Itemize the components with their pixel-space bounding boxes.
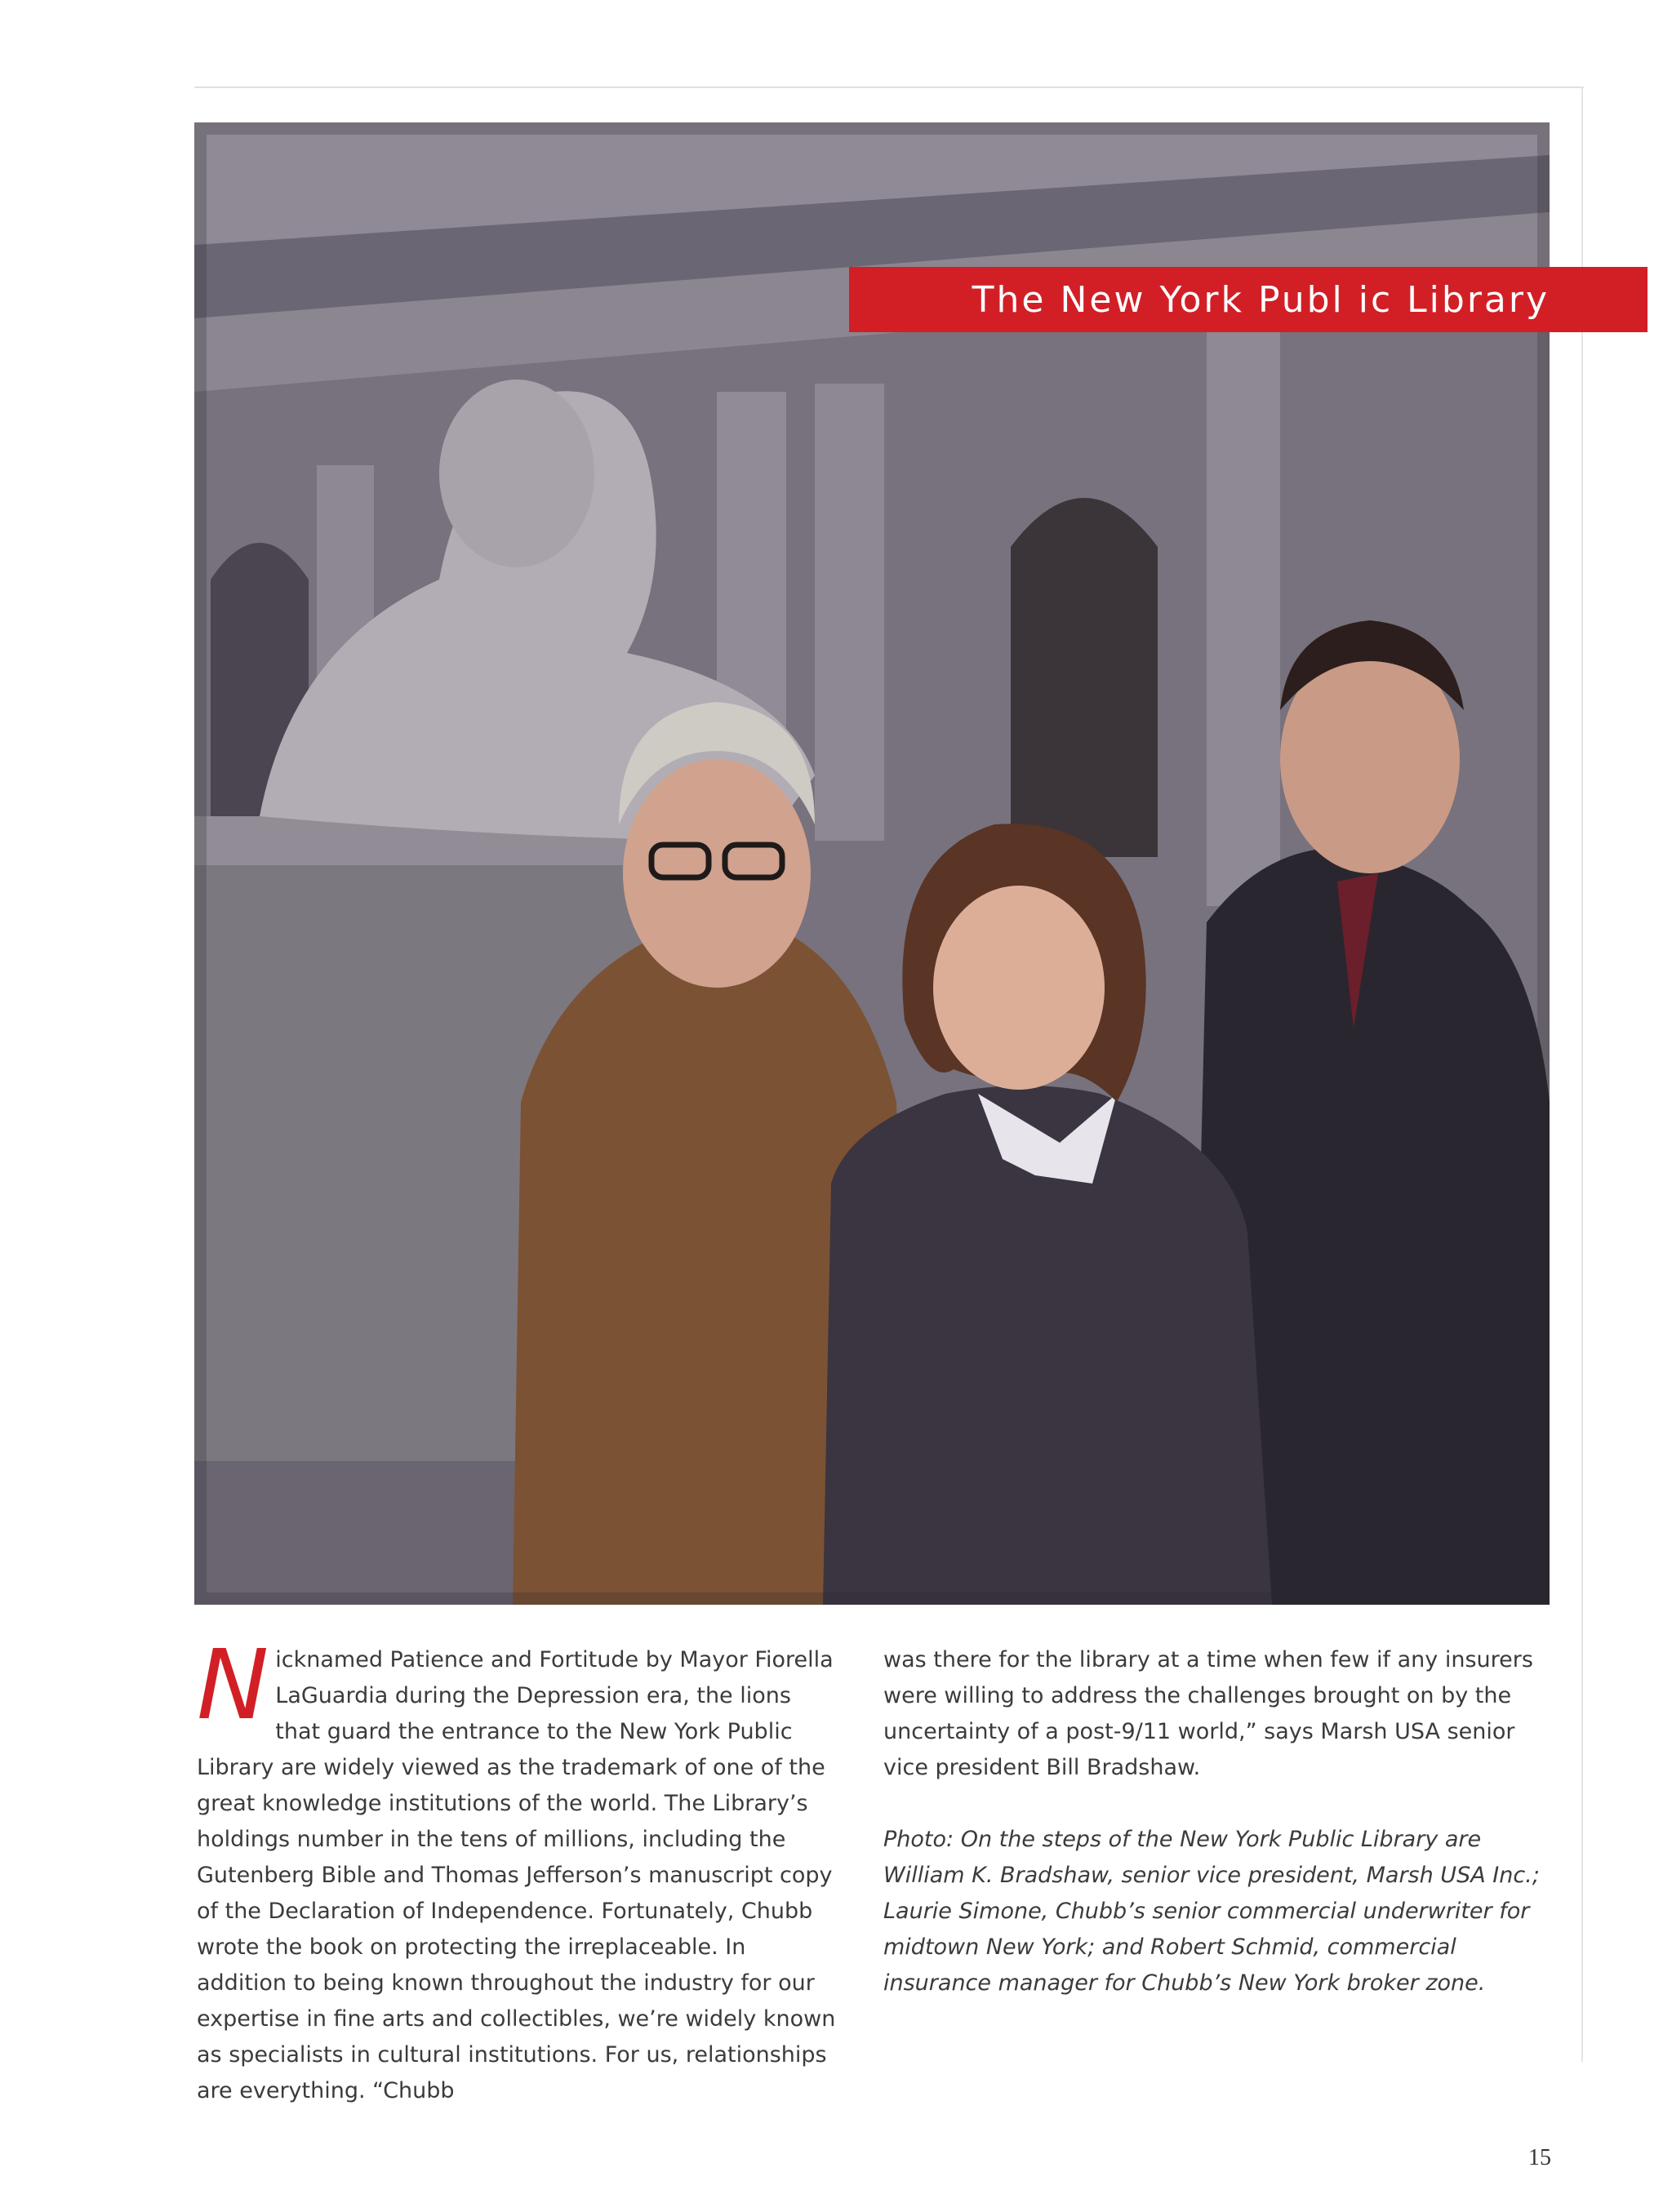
banner-title: The New York Publ ic Library bbox=[972, 278, 1550, 321]
article-body-left: icknamed Patience and Fortitude by Mayor Fiorella LaGuardia during the Depression era, the lions that guard the entrance to the New York Public Library are widely viewed as the trademark of one of the great knowledge institutions of the world. The Library’s holdings number in the tens of millions, including the Gutenberg Bible and Thomas Jefferson’s manuscript copy of the Declaration of Independence. Fortunately, Chubb wrote the book on protecting the irreplaceable. In addition to being known throughout the industry for our expertise in fine arts and collectibles, we’re widely known as specialists in cultural institutions. For us, relationships are everything. “Chubb bbox=[197, 1647, 836, 2103]
library-photo bbox=[194, 122, 1550, 1605]
right-rule bbox=[1581, 87, 1583, 2062]
article-body-right: was there for the library at a time when few if any insurers were willing to address the challenges brought on by the uncertainty of a post-9/11 world,” says Marsh USA senior vice president Bill Bradshaw. bbox=[883, 1647, 1533, 1780]
drop-cap: N bbox=[197, 1628, 269, 1741]
top-rule bbox=[194, 87, 1584, 88]
title-banner bbox=[849, 267, 1648, 332]
photo-caption: Photo: On the steps of the New York Public Library are William K. Bradshaw, senior vice president, Marsh USA Inc.; Laurie Simone, Chubb’s senior commercial underwriter for midtown New York; and Robert Schmid, commercial insurance manager for Chubb’s New York broker zone. bbox=[883, 1827, 1540, 1996]
article-right-column bbox=[883, 1642, 1561, 2001]
photo-illustration bbox=[194, 122, 1550, 1605]
article-left-column bbox=[197, 1628, 842, 2109]
page-number: 15 bbox=[1528, 2145, 1551, 2170]
